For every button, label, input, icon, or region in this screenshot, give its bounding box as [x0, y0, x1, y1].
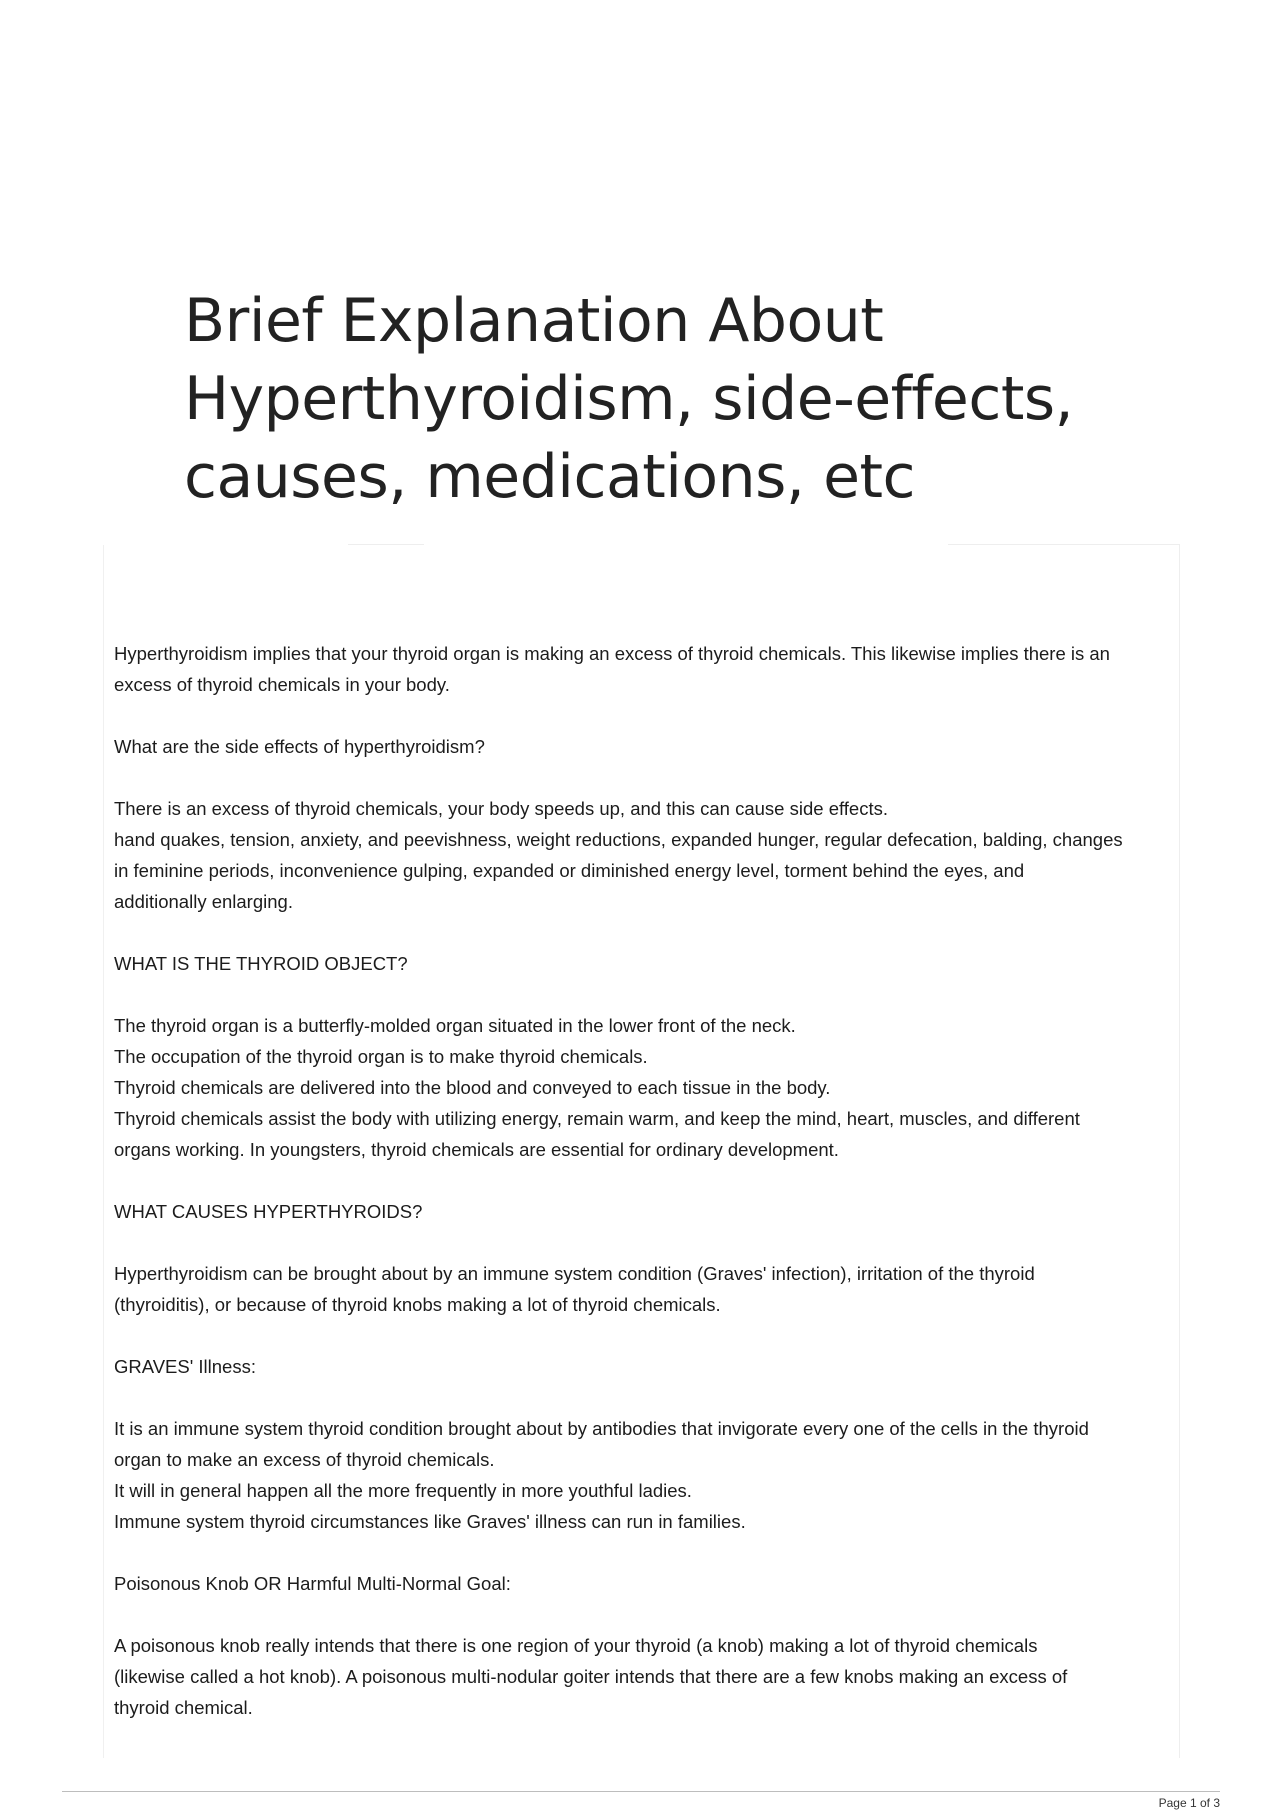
title-line-2: Hyperthyroidism, side-effects,	[184, 364, 1074, 434]
paragraph-line: Hyperthyroidism can be brought about by an immune system condition (Graves' infection), irritation of the thyroid	[114, 1263, 1035, 1284]
paragraph-line: hand quakes, tension, anxiety, and peevishness, weight reductions, expanded hunger, regular defecation, balding, changes	[114, 829, 1123, 850]
heading-causes	[114, 1196, 1174, 1227]
paragraph-line: The occupation of the thyroid organ is to make thyroid chemicals.	[114, 1046, 648, 1067]
paragraph-graves	[114, 1413, 1174, 1537]
title-line-1: Brief Explanation About	[184, 286, 884, 356]
paragraph-line: It is an immune system thyroid condition brought about by antibodies that invigorate every one of the cells in the thyroid	[114, 1418, 1089, 1439]
paragraph-line: additionally enlarging.	[114, 891, 293, 912]
heading-side-effects	[114, 731, 1174, 762]
heading-thyroid-object	[114, 948, 1174, 979]
page-number: Page 1 of 3	[1158, 1796, 1220, 1810]
paragraph-line: (likewise called a hot knob). A poisonous multi-nodular goiter intends that there are a few knobs making an excess of	[114, 1666, 1068, 1687]
paragraph-line: Poisonous Knob OR Harmful Multi-Normal Goal:	[114, 1573, 511, 1594]
paragraph-causes	[114, 1258, 1174, 1320]
document-title	[184, 282, 1144, 516]
paragraph-line: thyroid chemical.	[114, 1697, 253, 1718]
paragraph-line: GRAVES' Illness:	[114, 1356, 256, 1377]
paragraph-line: excess of thyroid chemicals in your body.	[114, 674, 450, 695]
heading-graves	[114, 1351, 1174, 1382]
paragraph-line: Thyroid chemicals are delivered into the blood and conveyed to each tissue in the body.	[114, 1077, 831, 1098]
paragraph-thyroid-organ	[114, 1010, 1174, 1165]
footer-divider	[62, 1791, 1220, 1792]
heading-poisonous-knob	[114, 1568, 1174, 1599]
document-body	[114, 638, 1174, 1754]
paragraph-line: in feminine periods, inconvenience gulping, expanded or diminished energy level, torment behind the eyes, and	[114, 860, 1025, 881]
paragraph-side-effects	[114, 793, 1174, 917]
title-line-3: causes, medications, etc	[184, 442, 915, 512]
paragraph-line: WHAT IS THE THYROID OBJECT?	[114, 953, 408, 974]
paragraph-line: WHAT CAUSES HYPERTHYROIDS?	[114, 1201, 423, 1222]
paragraph-line: It will in general happen all the more frequently in more youthful ladies.	[114, 1480, 692, 1501]
paragraph-poisonous-knob	[114, 1630, 1174, 1723]
paragraph-line: The thyroid organ is a butterfly-molded organ situated in the lower front of the neck.	[114, 1015, 796, 1036]
paragraph-line: What are the side effects of hyperthyroidism?	[114, 736, 485, 757]
paragraph-line: organs working. In youngsters, thyroid chemicals are essential for ordinary development.	[114, 1139, 839, 1160]
paragraph-intro	[114, 638, 1174, 700]
paragraph-line: (thyroiditis), or because of thyroid knobs making a lot of thyroid chemicals.	[114, 1294, 721, 1315]
paragraph-line: Hyperthyroidism implies that your thyroid organ is making an excess of thyroid chemicals. This likewise implies there is an	[114, 643, 1110, 664]
paragraph-line: A poisonous knob really intends that there is one region of your thyroid (a knob) making a lot of thyroid chemicals	[114, 1635, 1038, 1656]
paragraph-line: Immune system thyroid circumstances like Graves' illness can run in families.	[114, 1511, 746, 1532]
paragraph-line: Thyroid chemicals assist the body with utilizing energy, remain warm, and keep the mind, heart, muscles, and different	[114, 1108, 1080, 1129]
paragraph-line: There is an excess of thyroid chemicals, your body speeds up, and this can cause side effects.	[114, 798, 888, 819]
paragraph-line: organ to make an excess of thyroid chemicals.	[114, 1449, 495, 1470]
